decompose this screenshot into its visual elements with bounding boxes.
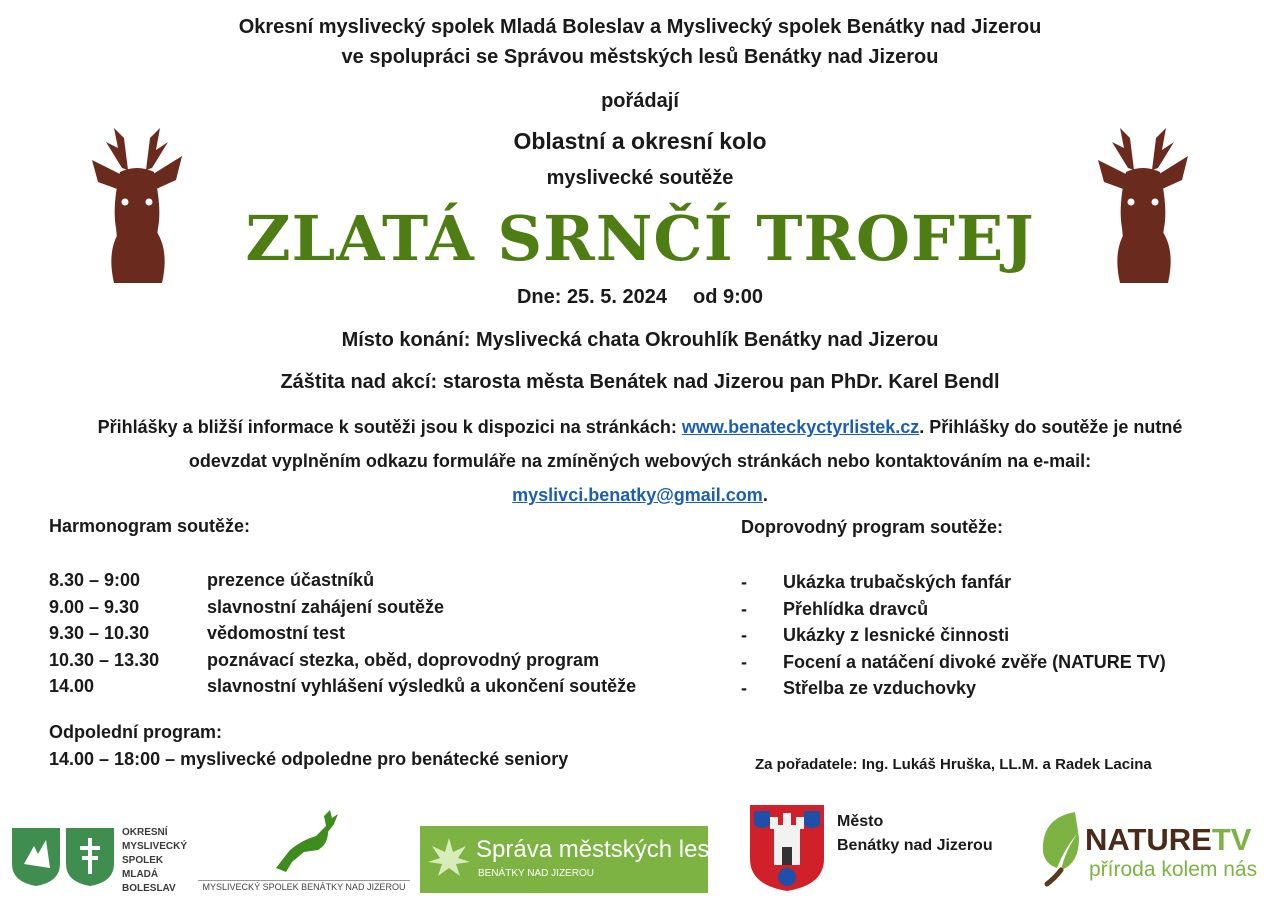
schedule-time: 9.30 – 10.30	[49, 623, 150, 643]
leaf-sprout-icon	[1035, 808, 1085, 888]
coat-of-arms-icon	[748, 803, 826, 893]
afternoon-heading: Odpolední program:	[49, 722, 222, 742]
organizers-verb: pořádají	[601, 90, 679, 112]
sml-logo-subtitle: BENÁTKY NAD JIZEROU	[478, 868, 594, 879]
oms-logo-line-1: OKRESNÍ	[122, 827, 168, 838]
ms-logo-divider	[198, 880, 410, 881]
ms-benatky-logo	[198, 806, 410, 898]
bullet-dash: -	[741, 625, 747, 645]
side-program-section	[741, 517, 1261, 705]
side-program-item-label: Střelba ze vzduchovky	[783, 678, 977, 698]
event-date-time	[0, 286, 1280, 309]
schedule-row	[49, 597, 729, 624]
schedule-row	[49, 650, 729, 677]
schedule-time: 8.30 – 9:00	[49, 570, 141, 590]
side-program-item	[741, 652, 1261, 679]
schedule-description: slavnostní zahájení soutěže	[207, 596, 445, 617]
schedule-time: 14.00	[49, 676, 95, 696]
sml-benatky-logo	[420, 826, 723, 893]
schedule-description: poznávací stezka, oběd, doprovodný program	[207, 649, 600, 670]
leaping-deer-icon	[268, 806, 348, 876]
competition-title: ZLATÁ SRNČÍ TROFEJ	[245, 202, 1035, 275]
side-program-item-label: Přehlídka dravců	[783, 598, 929, 619]
town-coat-of-arms	[748, 803, 828, 893]
oms-logo-line-3: MLADÁ BOLESLAV	[122, 869, 176, 894]
side-program-item-label: Ukázka trubačských fanfár	[783, 572, 1012, 592]
organizers-line-1: Okresní myslivecký spolek Mladá Boleslav a Myslivecký spolek Benátky nad Jizerou	[238, 16, 1042, 38]
event-time: od 9:00	[693, 286, 764, 308]
organizers-line-2: ve spolupráci se Správou městských lesů Benátky nad Jizerou	[341, 46, 939, 68]
side-program-item	[741, 678, 1261, 705]
side-program-item-label: Ukázky z lesnické činnosti	[783, 625, 1010, 645]
organizers-block	[0, 12, 1280, 72]
nature-tv-name-part-2: TV	[1211, 822, 1252, 857]
side-program-list	[741, 572, 1261, 705]
competition-round: Oblastní a okresní kolo	[513, 128, 767, 154]
schedule-description: prezence účastníků	[207, 570, 375, 590]
schedule-heading: Harmonogram soutěže:	[49, 516, 251, 536]
roe-deer-head-icon-right	[1068, 98, 1218, 293]
info-text-1: Přihlášky a bližší informace k soutěži jsou k dispozici na stránkách:	[97, 417, 682, 437]
schedule-list	[49, 570, 729, 703]
town-name-line-2: Benátky nad Jizerou	[837, 837, 993, 854]
event-place: Místo konání: Myslivecká chata Okrouhlík Benátky nad Jizerou	[341, 329, 939, 351]
town-name-line-1: Město	[837, 813, 884, 830]
town-name	[837, 810, 993, 858]
nature-tv-tagline: příroda kolem nás	[1089, 858, 1258, 881]
registration-info	[70, 410, 1210, 512]
side-program-item-label: Focení a natáčení divoké zvěře (NATURE TV)	[783, 651, 1166, 672]
bullet-dash: -	[741, 572, 747, 592]
bullet-dash: -	[741, 598, 747, 619]
schedule-time: 9.00 – 9.30	[49, 596, 140, 617]
bullet-dash: -	[741, 678, 747, 698]
afternoon-section	[49, 719, 729, 773]
side-program-item	[741, 625, 1261, 652]
schedule-section	[49, 516, 729, 703]
schedule-time: 10.30 – 13.30	[49, 649, 160, 670]
side-program-item	[741, 599, 1261, 626]
ms-logo-caption: MYSLIVECKÝ SPOLEK BENÁTKY NAD JIZEROU	[202, 882, 406, 892]
schedule-row	[49, 676, 729, 703]
sml-logo-title: Správa městských lesů	[476, 836, 723, 863]
event-patron: Záštita nad akcí: starosta města Benátek nad Jizerou pan PhDr. Karel Bendl	[280, 371, 1000, 393]
nature-tv-name	[1085, 822, 1252, 858]
website-link[interactable]: www.benateckyctyrlistek.cz	[681, 417, 920, 437]
side-program-heading: Doprovodný program soutěže:	[741, 517, 1004, 537]
roe-deer-head-icon-left	[62, 98, 212, 293]
nature-tv-name-part-1: NATURE	[1085, 822, 1212, 857]
oms-emblem-icon	[10, 824, 122, 888]
signature: Za pořadatele: Ing. Lukáš Hruška, LL.M. a Radek Lacina	[755, 756, 1152, 773]
side-program-item	[741, 572, 1261, 599]
bullet-dash: -	[741, 651, 747, 672]
afternoon-item: 14.00 – 18:00 – myslivecké odpoledne pro benátecké seniory	[49, 749, 569, 769]
info-text-2: . Přihlášky do soutěže je nutné odevzdat vyplněním odkazu formuláře na zmíněných webových stránkách nebo kontaktováním na e-mail:	[188, 417, 1183, 471]
nature-tv-logo	[1035, 808, 1275, 893]
schedule-description: slavnostní vyhlášení výsledků a ukončení soutěže	[207, 676, 637, 696]
event-date: Dne: 25. 5. 2024	[516, 286, 668, 308]
schedule-description: vědomostní test	[207, 623, 346, 643]
schedule-row	[49, 623, 729, 650]
schedule-row	[49, 570, 729, 597]
oms-mlada-boleslav-logo	[10, 820, 210, 894]
oms-logo-line-2: MYSLIVECKÝ SPOLEK	[122, 841, 188, 866]
leaf-icon	[426, 836, 472, 882]
info-text-3: .	[762, 485, 768, 505]
email-link[interactable]: myslivci.benatky@gmail.com	[512, 485, 763, 505]
competition-subtitle: myslivecké soutěže	[546, 167, 734, 189]
